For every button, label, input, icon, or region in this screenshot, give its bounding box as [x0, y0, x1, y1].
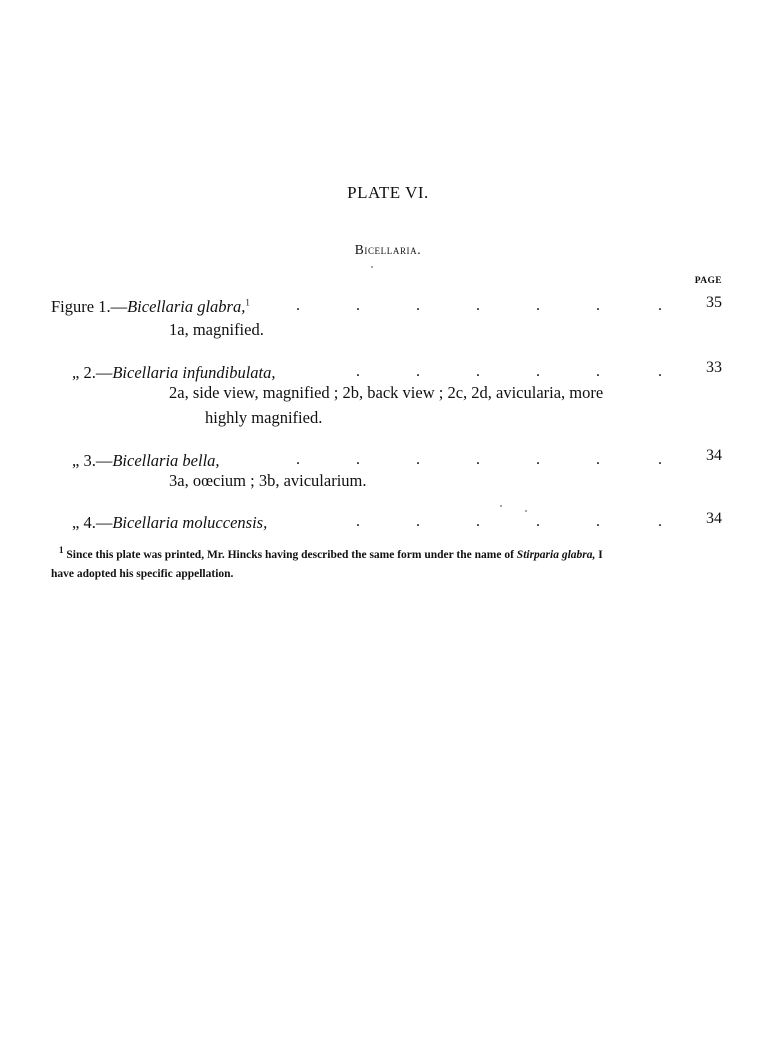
plate-title: PLATE VI.	[347, 183, 429, 202]
figure-description: 3a, oœcium ; 3b, avicularium.	[169, 471, 367, 490]
figure-description: highly magnified.	[205, 408, 323, 427]
footnote-italic: Stirparia glabra,	[516, 549, 596, 561]
species-name: Bicellaria moluccensis,	[112, 513, 268, 532]
figure-entry-1	[51, 297, 250, 317]
figure-label: „ 2.—	[72, 363, 113, 382]
scan-speck	[525, 510, 527, 512]
page-column-header: PAGE	[694, 276, 722, 286]
footnote	[51, 546, 726, 584]
footnote-marker: 1	[59, 545, 64, 556]
figure-entry-4	[72, 513, 267, 533]
figure-description: 2a, side view, magnified ; 2b, back view ; 2c, 2d, avicularia, more	[169, 383, 604, 402]
figure-entry-3	[72, 451, 220, 471]
scan-speck	[371, 266, 373, 268]
page-number: 34	[706, 447, 722, 464]
page-number: 35	[706, 294, 722, 311]
species-name: Bicellaria glabra,	[127, 297, 246, 316]
species-name: Bicellaria infundibulata,	[112, 363, 276, 382]
scan-speck	[500, 505, 502, 507]
footnote-text-line2: have adopted his specific appellation.	[51, 568, 234, 580]
page-number: 34	[706, 510, 722, 527]
figure-label: Figure 1.—	[51, 297, 128, 316]
footnote-text-end: I	[595, 549, 603, 561]
figure-label: „ 4.—	[72, 513, 113, 532]
figure-label: „ 3.—	[72, 451, 113, 470]
figure-description: 1a, magnified.	[169, 320, 264, 339]
section-title: Bicellaria.	[354, 242, 422, 257]
figure-entry-2	[72, 363, 275, 383]
species-name: Bicellaria bella,	[112, 451, 220, 470]
footnote-text: Since this plate was printed, Mr. Hincks having described the same form under the name of	[66, 549, 517, 561]
page-number: 33	[706, 359, 722, 376]
footnote-marker: 1	[245, 297, 250, 308]
